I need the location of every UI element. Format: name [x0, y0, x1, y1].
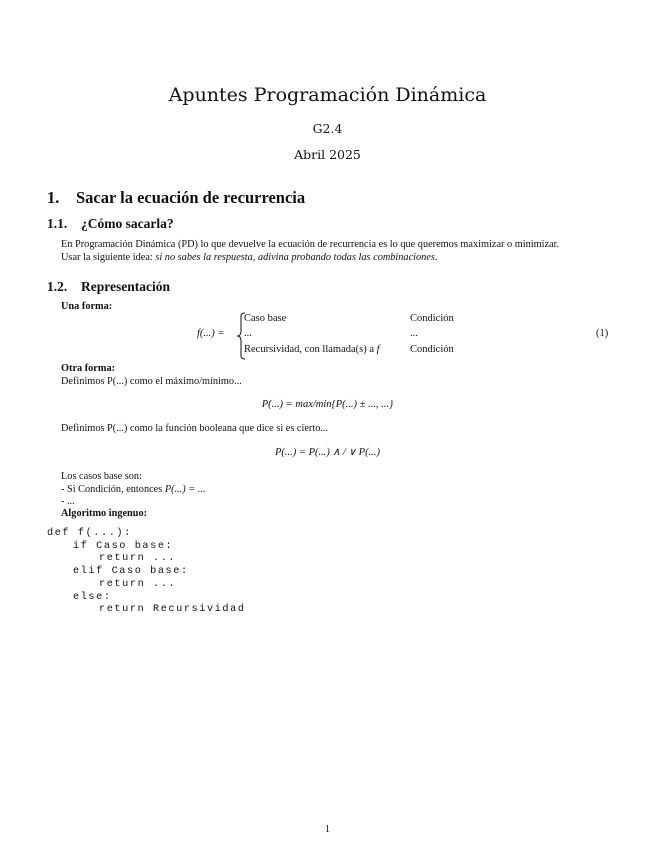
emphasis-text: si no sabes la respuesta, adivina probando todas las combinaciones — [155, 252, 435, 263]
code-line: return ... — [99, 553, 177, 565]
math-inline: P(...) = ... — [164, 484, 206, 495]
equation-tag: (1) — [596, 328, 609, 339]
list-item: - ... — [61, 496, 75, 507]
code-line: if Caso base: — [73, 540, 174, 552]
case-condition: Condición — [410, 344, 454, 355]
case-condition: Condición — [410, 313, 454, 324]
case-condition: ... — [410, 328, 418, 339]
document-author: G2.4 — [312, 121, 343, 136]
paragraph: Definimos P(...) como el máximo/mínimo... — [61, 376, 242, 387]
document-title: Apuntes Programación Dinámica — [168, 84, 487, 106]
label-otra-forma: Otra forma: — [61, 363, 116, 374]
paragraph — [61, 252, 437, 263]
paragraph: En Programación Dinámica (PD) lo que devuelve la ecuación de recurrencia es lo que queremos maximizar o minimizar. — [61, 239, 560, 250]
case-expression: Recursividad, con llamada(s) a f — [244, 344, 380, 355]
subsection-title: Representación — [81, 279, 170, 294]
label-algoritmo: Algoritmo ingenuo: — [61, 508, 148, 519]
subsection-number: 1.2. — [47, 279, 68, 294]
equation-lhs: f(...) = — [197, 328, 225, 339]
equation: P(...) = max/min{P(...) ± ..., ...} — [261, 399, 394, 410]
case-expression: Caso base — [244, 313, 287, 324]
section-heading — [47, 188, 305, 208]
equation: P(...) = P(...) ∧ / ∨ P(...) — [275, 447, 380, 458]
code-line: return ... — [99, 578, 177, 590]
list-item: - Si Condición, entonces P(...) = ... — [61, 484, 206, 495]
subsection-title: ¿Cómo sacarla? — [81, 216, 174, 231]
paragraph: Definimos P(...) como la función booleana que dice si es cierto... — [61, 423, 329, 434]
code-line: return Recursividad — [99, 604, 246, 616]
label-una-forma: Una forma: — [61, 301, 113, 312]
code-line: elif Caso base: — [73, 566, 189, 578]
case-expression: ... — [244, 328, 252, 339]
paragraph-text: . — [434, 252, 438, 263]
section-number: 1. — [47, 188, 60, 207]
math-symbol: f — [376, 344, 380, 355]
subsection-heading — [47, 279, 170, 295]
code-line: else: — [73, 591, 112, 603]
subsection-number: 1.1. — [47, 216, 68, 231]
section-title: Sacar la ecuación de recurrencia — [76, 188, 306, 207]
document-date: Abril 2025 — [294, 147, 361, 162]
paragraph-text: Usar la siguiente idea: — [61, 252, 156, 263]
page-number: 1 — [324, 824, 331, 835]
code-line: def f(...): — [47, 528, 132, 539]
subsection-heading — [47, 216, 174, 232]
paragraph: Los casos base son: — [61, 471, 142, 482]
